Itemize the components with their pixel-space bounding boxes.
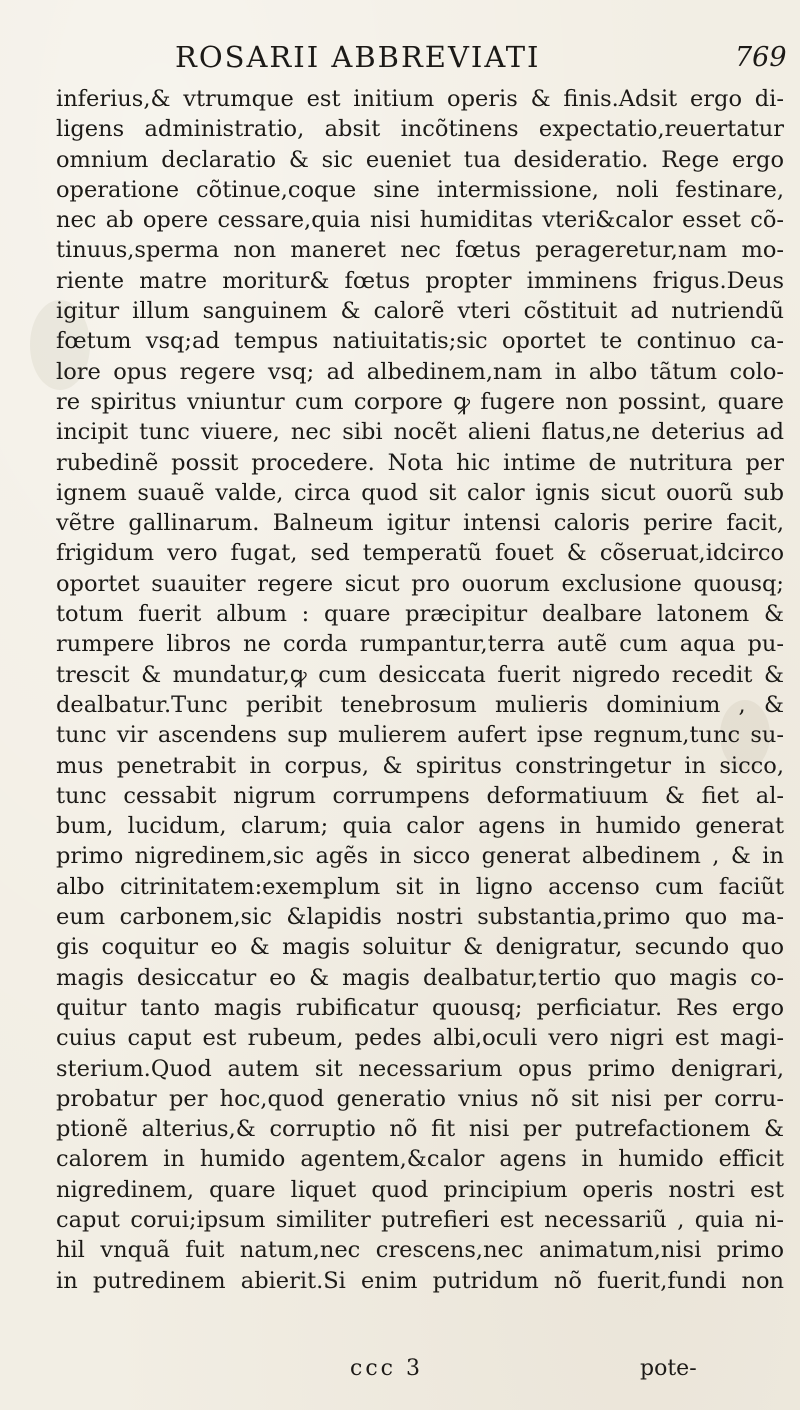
text-line: calorem in humido agentem,&calor agens in humido efficit: [56, 1146, 784, 1173]
text-line: re spiritus vniuntur cum corpore ꝙ fugere non possint, quare: [56, 388, 784, 415]
signature-mark: ccc 3: [350, 1356, 423, 1381]
text-line: oportet suauiter regere sicut pro ouorum exclusione quousq;: [56, 570, 784, 597]
text-line: dealbatur.Tunc peribit tenebrosum mulieris dominium , &: [56, 691, 784, 718]
text-line: tunc cessabit nigrum corrumpens deformatiuum & fiet al-: [56, 782, 784, 809]
text-line: nec ab opere cessare,quia nisi humiditas vteri&calor esset cõ-: [56, 207, 784, 234]
text-line: operatione cõtinue,coque sine intermissione, noli festinare,: [56, 176, 784, 203]
text-line: tinuus,sperma non maneret nec fœtus perageretur,nam mo-: [56, 237, 784, 264]
text-line: rumpere libros ne corda rumpantur,terra autẽ cum aqua pu-: [56, 631, 784, 658]
text-line: omnium declaratio & sic eueniet tua desideratio. Rege ergo: [56, 146, 784, 173]
text-line: cuius caput est rubeum, pedes albi,oculi vero nigri est magi-: [56, 1025, 784, 1052]
text-line: ignem suauẽ valde, circa quod sit calor ignis sicut ouorũ sub: [56, 479, 784, 506]
text-line: riente matre moritur& fœtus propter imminens frigus.Deus: [56, 267, 784, 294]
text-line: trescit & mundatur,ꝙ cum desiccata fuerit nigredo recedit &: [56, 661, 784, 688]
text-line: frigidum vero fugat, sed temperatũ fouet & cõseruat,idcirco: [56, 540, 784, 567]
text-line: gis coquitur eo & magis soluitur & denigratur, secundo quo: [56, 934, 784, 961]
page-header: [175, 40, 795, 76]
text-line: vẽtre gallinarum. Balneum igitur intensi caloris perire facit,: [56, 510, 784, 537]
text-line: eum carbonem,sic &lapidis nostri substantia,primo quo ma-: [56, 904, 784, 931]
page-footer: [0, 1356, 800, 1386]
text-line: probatur per hoc,quod generatio vnius nõ sit nisi per corru-: [56, 1085, 784, 1112]
text-line: incipit tunc viuere, nec sibi nocẽt alieni flatus,ne deterius ad: [56, 419, 784, 446]
text-line: albo citrinitatem:exemplum sit in ligno accenso cum faciũt: [56, 873, 784, 900]
text-line: nigredinem, quare liquet quod principium operis nostri est: [56, 1176, 784, 1203]
text-line: rubedinẽ possit procedere. Nota hic intime de nutritura per: [56, 449, 784, 476]
running-title: ROSARII ABBREVIATI: [175, 40, 541, 74]
text-line: mus penetrabit in corpus, & spiritus constringetur in sicco,: [56, 752, 784, 779]
text-line: ligens administratio, absit incõtinens expectatio,reuertatur: [56, 116, 784, 143]
text-line: inferius,& vtrumque est initium operis & finis.Adsit ergo di-: [56, 86, 784, 112]
text-line: tunc vir ascendens sup mulierem aufert ipse regnum,tunc su-: [56, 722, 784, 749]
page-number: 769: [735, 42, 787, 73]
text-line: quitur tanto magis rubificatur quousq; perficiatur. Res ergo: [56, 994, 784, 1021]
text-line: magis desiccatur eo & magis dealbatur,tertio quo magis co-: [56, 964, 784, 991]
text-line: lore opus regere vsq; ad albedinem,nam in albo tãtum colo-: [56, 358, 784, 385]
text-line: ptionẽ alterius,& corruptio nõ fit nisi per putrefactionem &: [56, 1116, 784, 1143]
text-line: igitur illum sanguinem & calorẽ vteri cõstituit ad nutriendũ: [56, 298, 784, 325]
text-line: fœtum vsq;ad tempus natiuitatis;sic oportet te continuo ca-: [56, 328, 784, 355]
text-line: bum, lucidum, clarum; quia calor agens in humido generat: [56, 813, 784, 840]
text-line: primo nigredinem,sic agẽs in sicco generat albedinem , & in: [56, 843, 784, 870]
text-line: caput corui;ipsum similiter putrefieri est necessariũ , quia ni-: [56, 1206, 784, 1233]
text-line: hil vnquã fuit natum,nec crescens,nec animatum,nisi primo: [56, 1237, 784, 1264]
text-line: totum fuerit album : quare præcipitur dealbare latonem &: [56, 601, 784, 628]
catchword: pote-: [640, 1356, 697, 1381]
text-line: sterium.Quod autem sit necessarium opus primo denigrari,: [56, 1055, 784, 1082]
text-line: in putredinem abierit.Si enim putridum nõ fuerit,fundi non: [56, 1267, 784, 1294]
text-body: [56, 84, 784, 1296]
